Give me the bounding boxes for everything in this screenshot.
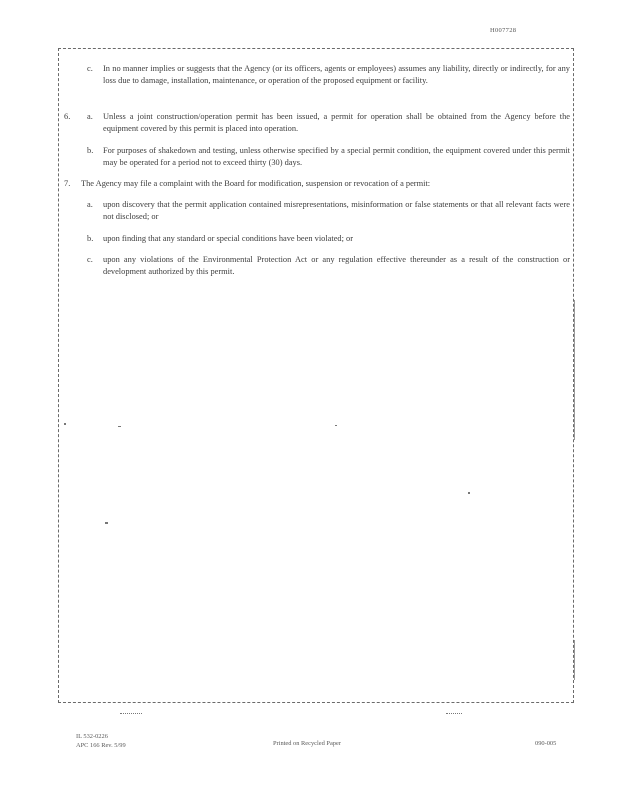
condition-7c-text: upon any violations of the Environmental Protection Act or any regulation effective thereunder as a result of the construction or development authorized by this permit. (103, 255, 570, 276)
condition-7a-marker: a. (87, 200, 93, 209)
condition-6b-text: For purposes of shakedown and testing, unless otherwise specified by a special permit condition, the equipment covered under this permit may be operated for a period not to exceed thirty (30) days. (103, 146, 570, 167)
page-code: H007728 (490, 27, 517, 34)
condition-6b-marker: b. (87, 146, 94, 155)
condition-7b-text: upon finding that any standard or special conditions have been violated; or (103, 234, 354, 243)
footer-form-id (76, 732, 126, 750)
condition-6-number: 6. (64, 112, 71, 121)
condition-7-number: 7. (64, 179, 71, 188)
footer-recycled-note: Printed on Recycled Paper (273, 740, 341, 747)
condition-c-text: In no manner implies or suggests that the Agency (or its officers, agents or employees) assumes any liability, directly or indirectly, for any loss due to damage, installation, maintenance, or operation of the proposed equipment or facility. (103, 64, 570, 85)
condition-7-text: The Agency may file a complaint with the Board for modification, suspension or revocation of a permit: (81, 179, 431, 188)
condition-7a-text: upon discovery that the permit application contained misrepresentations, misinformation or false statements or that all relevant facts were not disclosed; or (103, 200, 570, 221)
footer-right-code: 090-005 (535, 740, 557, 747)
condition-c-marker: c. (87, 64, 93, 73)
footer-form-id-line1: IL 532-0226 (76, 733, 108, 740)
condition-7b-marker: b. (87, 234, 94, 243)
condition-7c-marker: c. (87, 255, 93, 264)
footer-form-id-line2: APC 166 Rev. 5/99 (76, 742, 126, 749)
dotted-mark-left (120, 713, 142, 714)
condition-6a-text: Unless a joint construction/operation permit has been issued, a permit for operation shall be obtained from the Agency before the equipment covered by this permit is placed into operation. (103, 112, 570, 133)
dotted-mark-right (446, 713, 462, 714)
condition-6a-marker: a. (87, 112, 93, 121)
